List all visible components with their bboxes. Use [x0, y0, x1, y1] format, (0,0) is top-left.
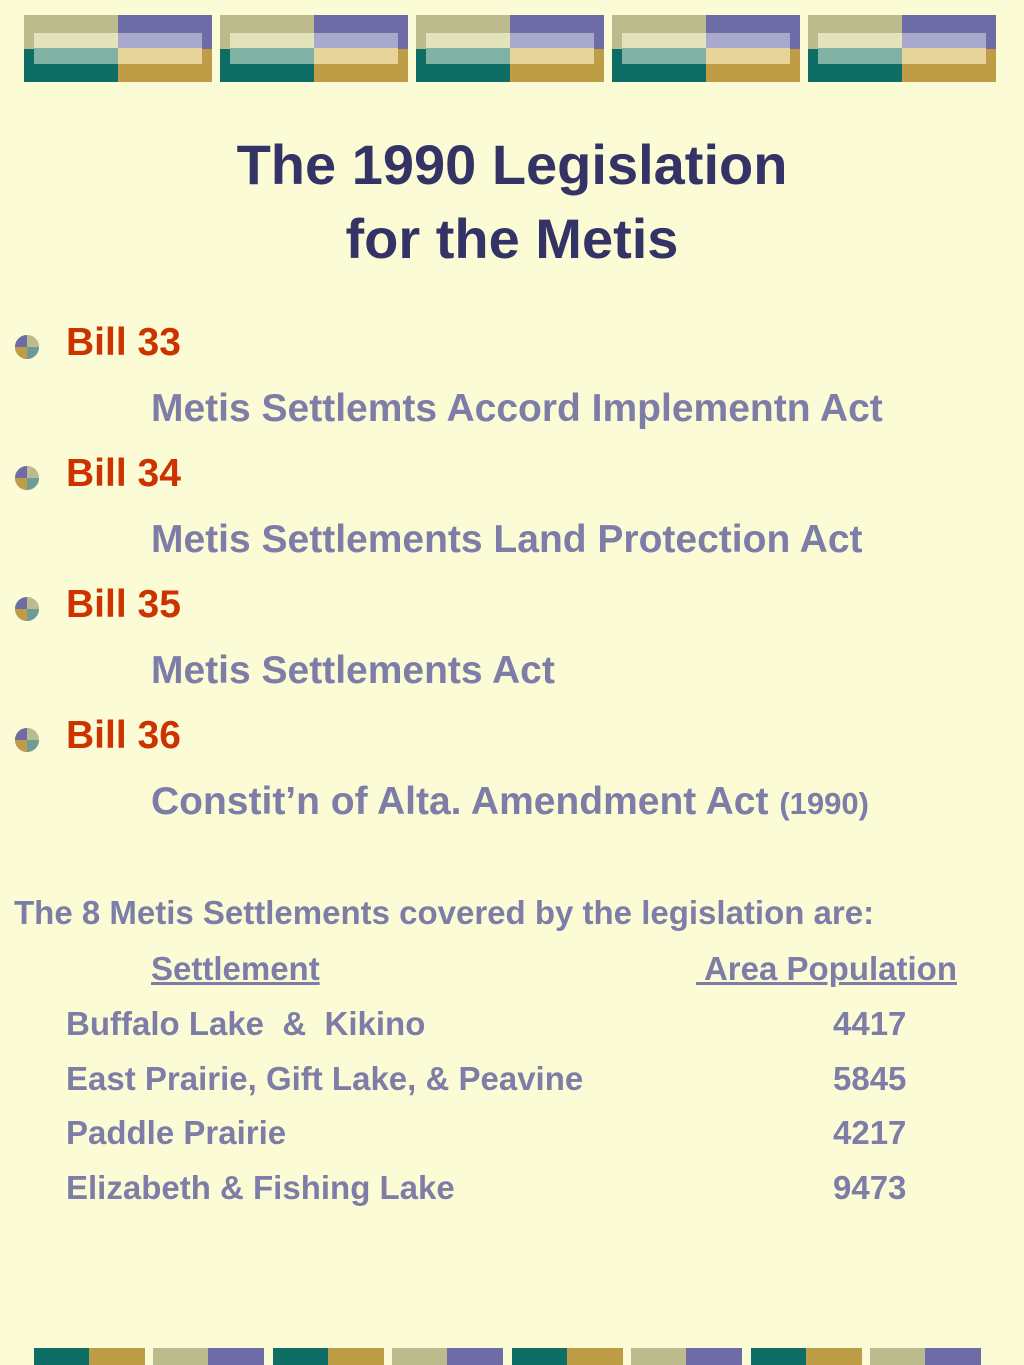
act-name: Constit’n of Alta. Amendment Act (1990) [151, 780, 869, 823]
table-row-population: 9473 [833, 1169, 907, 1206]
table-row-population: 4217 [833, 1114, 907, 1151]
bullet-icon [15, 597, 39, 621]
bullet-icon [15, 335, 39, 359]
act-name: Metis Settlements Act [151, 649, 555, 692]
title-line-2: for the Metis [345, 207, 679, 270]
bottom-decorative-band [0, 1348, 1024, 1365]
table-row-population: 4417 [833, 1005, 907, 1042]
table-row-name: East Prairie, Gift Lake, & Peavine [66, 1060, 584, 1097]
title-line-1: The 1990 Legislation [236, 133, 788, 196]
act-year: (1990) [779, 786, 869, 821]
act-name: Metis Settlemts Accord Implementn Act [151, 387, 883, 430]
bill-label: Bill 36 [66, 714, 181, 757]
bill-label: Bill 35 [66, 583, 181, 626]
act-name: Metis Settlements Land Protection Act [151, 518, 863, 561]
settlements-intro: The 8 Metis Settlements covered by the legislation are: [14, 894, 875, 931]
bullet-icon [15, 466, 39, 490]
settlements-table [0, 940, 1024, 1220]
table-row-name: Elizabeth & Fishing Lake [66, 1169, 455, 1206]
bullet-icon [15, 728, 39, 752]
bill-label: Bill 33 [66, 321, 181, 364]
table-row-population: 5845 [833, 1060, 907, 1097]
bill-label: Bill 34 [66, 452, 181, 495]
column-header-settlement: Settlement [151, 950, 320, 987]
table-row-name: Paddle Prairie [66, 1114, 287, 1151]
table-row-name: Buffalo Lake & Kikino [66, 1005, 426, 1042]
column-header-population: Area Population [696, 950, 957, 987]
